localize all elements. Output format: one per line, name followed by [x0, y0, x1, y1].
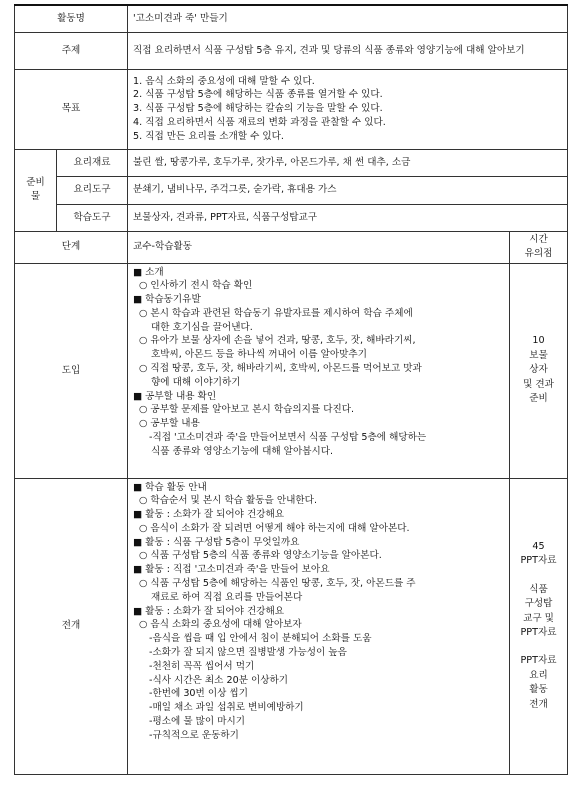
note-line: 10: [532, 335, 545, 347]
activity-line: -매일 채소 과일 섭취로 변비예방하기: [149, 702, 304, 714]
prep-sub-label: 요리재료: [57, 149, 128, 176]
activity-header: 교수-학습활동: [128, 231, 510, 263]
activity-line: 향에 대해 이야기하기: [151, 376, 241, 388]
intro-stage: 도입: [15, 263, 128, 478]
note-line: 및 견과: [523, 378, 554, 390]
activity-line: ○ 공부할 내용: [139, 418, 200, 430]
prep-label: [15, 149, 57, 231]
prep-row-ingredients: [15, 149, 568, 176]
activity-line: 대한 호기심을 끌어낸다.: [151, 321, 253, 333]
note-line: PPT자료: [520, 555, 557, 567]
section-heading: ■ 활동 : 직접 '고소미견과 죽'을 만들어 보아요: [133, 564, 330, 576]
activity-line: -직접 '고소미견과 죽'을 만들어보면서 식품 구성탑 5층에 해당하는: [149, 432, 427, 444]
intro-note: [510, 263, 568, 478]
intro-row: [15, 263, 568, 478]
activity-line: ○ 식품 구성탑 5층에 해당하는 식품인 땅콩, 호두, 잣, 아몬드를 주: [139, 578, 416, 590]
prep-row-tools: [15, 176, 568, 204]
activity-line: -식사 시간은 최소 20분 이상하기: [149, 674, 289, 686]
activity-line: ○ 본시 학습과 관련된 학습동기 유발자료를 제시하여 학습 주체에: [139, 307, 413, 319]
goals-row: [15, 69, 568, 149]
lesson-plan-table: [14, 4, 568, 775]
note-line: 구성탑: [524, 598, 553, 610]
prep-sub-label: 학습도구: [57, 204, 128, 231]
note-line: 교구 및: [523, 612, 554, 624]
note-spacer: [515, 640, 562, 654]
section-heading: ■ 학습동기유발: [133, 294, 201, 306]
stage-header: 단계: [15, 231, 128, 263]
activity-line: ○ 직접 땅콩, 호두, 잣, 해바라기씨, 호박씨, 아몬드를 먹어보고 맛과: [139, 363, 422, 375]
activity-line: -평소에 물 많이 마시기: [149, 716, 246, 728]
intro-activity: [128, 263, 510, 478]
column-header-row: [15, 231, 568, 263]
note-line: 전개: [529, 698, 548, 710]
topic-label: 주제: [15, 32, 128, 69]
topic-text: 직접 요리하면서 식품 구성탑 5층 유지, 견과 및 당류의 식품 종류와 영양기능에 대해 알아보기: [133, 44, 525, 56]
note-spacer: [515, 569, 562, 583]
section-heading: ■ 활동 : 식품 구성탑 5층이 무엇일까요: [133, 536, 300, 548]
activity-line: ○ 인사하기 전시 학습 확인: [139, 280, 253, 292]
note-line: PPT자료: [520, 627, 557, 638]
activity-line: 호박씨, 아몬드 등을 하나씩 꺼내어 이름 알아맞추기: [151, 349, 367, 361]
main-activity: [128, 478, 510, 774]
goal-item: 2. 식품 구성탑 5층에 해당하는 식품 종류를 열거할 수 있다.: [133, 89, 383, 101]
goals-label: 목표: [15, 69, 128, 149]
activity-line: ○ 유아가 보물 상자에 손을 넣어 견과, 땅콩, 호두, 잣, 해바라기씨,: [139, 335, 416, 347]
activity-line: -소화가 잘 되지 않으면 질병발생 가능성이 높음: [149, 647, 347, 659]
note-line: 활동: [529, 684, 548, 696]
activity-label: 활동명: [15, 5, 128, 32]
goal-item: 4. 직접 요리하면서 식품 재료의 변화 과정을 관찰할 수 있다.: [133, 116, 386, 128]
note-header: 시간 유의점: [510, 231, 568, 263]
activity-row: [15, 5, 568, 32]
note-line: 식품: [529, 583, 548, 595]
goals-list: [128, 69, 568, 149]
activity-line: ○ 학습순서 및 본시 학습 활동을 안내한다.: [139, 495, 317, 507]
section-heading: ■ 소개: [133, 266, 164, 278]
activity-line: -음식을 씹을 때 입 안에서 침이 분해되어 소화를 도움: [149, 633, 372, 645]
section-heading: ■ 활동 : 소화가 잘 되어야 건강해요: [133, 509, 285, 521]
prep-value: 보물상자, 견과류, PPT자료, 식품구성탑교구: [128, 204, 568, 231]
prep-sub-label: 요리도구: [57, 176, 128, 204]
activity-line: 식품 종류와 영양소기능에 대해 알아봅시다.: [151, 445, 334, 457]
prep-value: 불린 쌀, 땅콩가루, 호두가루, 잣가루, 아몬드가루, 채 썬 대추, 소금: [128, 149, 568, 176]
section-heading: ■ 학습 활동 안내: [133, 481, 207, 493]
note-line: 상자: [529, 364, 548, 376]
prep-value: 분쇄기, 냄비나무, 주걱그릇, 숟가락, 휴대용 가스: [128, 176, 568, 204]
note-line: PPT자료: [520, 655, 557, 667]
prep-label-text: 준비물: [26, 177, 45, 202]
activity-line: 재료로 하여 직접 요리를 만들어본다: [151, 591, 303, 603]
topic-value: [128, 32, 568, 69]
prep-row-materials: [15, 204, 568, 231]
activity-line: ○ 음식이 소화가 잘 되려면 어떻게 해야 하는지에 대해 알아본다.: [139, 522, 410, 534]
activity-line: ○ 음식 소화의 중요성에 대해 알아보자: [139, 619, 302, 631]
activity-value: '고소미견과 죽' 만들기: [128, 5, 568, 32]
section-heading: ■ 활동 : 소화가 잘 되어야 건강해요: [133, 605, 285, 617]
section-heading: ■ 공부할 내용 확인: [133, 390, 217, 402]
note-line: 준비: [529, 393, 548, 405]
main-note: [510, 478, 568, 774]
topic-row: [15, 32, 568, 69]
activity-line: -천천히 꼭꼭 씹어서 먹기: [149, 660, 255, 672]
activity-line: ○ 공부할 문제를 알아보고 본시 학습의지를 다진다.: [139, 404, 355, 416]
activity-line: -규칙적으로 운동하기: [149, 729, 239, 741]
main-stage: 전개: [15, 478, 128, 774]
activity-line: -한번에 30번 이상 씹기: [149, 688, 248, 700]
note-line: 요리: [529, 669, 548, 681]
goal-item: 1. 음식 소화의 중요성에 대해 말할 수 있다.: [133, 75, 315, 87]
main-row: [15, 478, 568, 774]
goal-item: 5. 직접 만든 요리를 소개할 수 있다.: [133, 130, 284, 142]
note-line: 보물: [529, 349, 548, 361]
note-line: 45: [532, 540, 545, 552]
goal-item: 3. 식품 구성탑 5층에 해당하는 칼슘의 기능을 말할 수 있다.: [133, 103, 383, 115]
activity-line: ○ 식품 구성탑 5층의 식품 종류와 영양소기능을 알아본다.: [139, 550, 382, 562]
